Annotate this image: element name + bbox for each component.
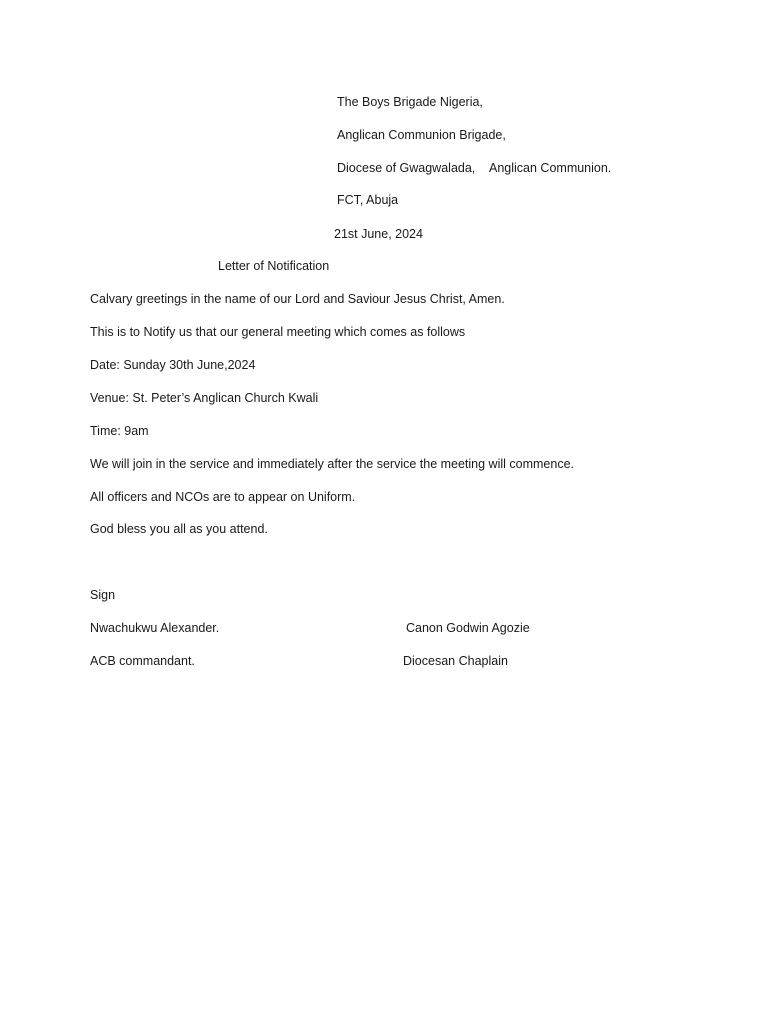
address-line-city: FCT, Abuja	[337, 193, 399, 207]
intro-paragraph: This is to Notify us that our general meeting which comes as follows	[90, 325, 466, 339]
address-line-brigade: Anglican Communion Brigade,	[337, 128, 506, 142]
letter-date: 21st June, 2024	[334, 227, 423, 241]
signatory-left-title: ACB commandant.	[90, 654, 195, 668]
signatory-left-name: Nwachukwu Alexander.	[90, 621, 220, 635]
meeting-date: Date: Sunday 30th June,2024	[90, 358, 256, 372]
meeting-time: Time: 9am	[90, 424, 149, 438]
uniform-note: All officers and NCOs are to appear on Uniform.	[90, 490, 356, 504]
address-line-diocese: Diocese of Gwagwalada,	[337, 161, 476, 175]
greeting-paragraph: Calvary greetings in the name of our Lord and Saviour Jesus Christ, Amen.	[90, 292, 505, 306]
address-line-communion: Anglican Communion.	[489, 161, 612, 175]
signatory-right-title: Diocesan Chaplain	[403, 654, 508, 668]
blessing-line: God bless you all as you attend.	[90, 522, 268, 536]
signatory-right-name: Canon Godwin Agozie	[406, 621, 530, 635]
sign-label: Sign	[90, 588, 116, 602]
address-line-org: The Boys Brigade Nigeria,	[337, 95, 483, 109]
meeting-venue: Venue: St. Peter’s Anglican Church Kwali	[90, 391, 319, 405]
service-note: We will join in the service and immediately after the service the meeting will commence.	[90, 457, 574, 471]
letter-subject: Letter of Notification	[218, 259, 330, 273]
